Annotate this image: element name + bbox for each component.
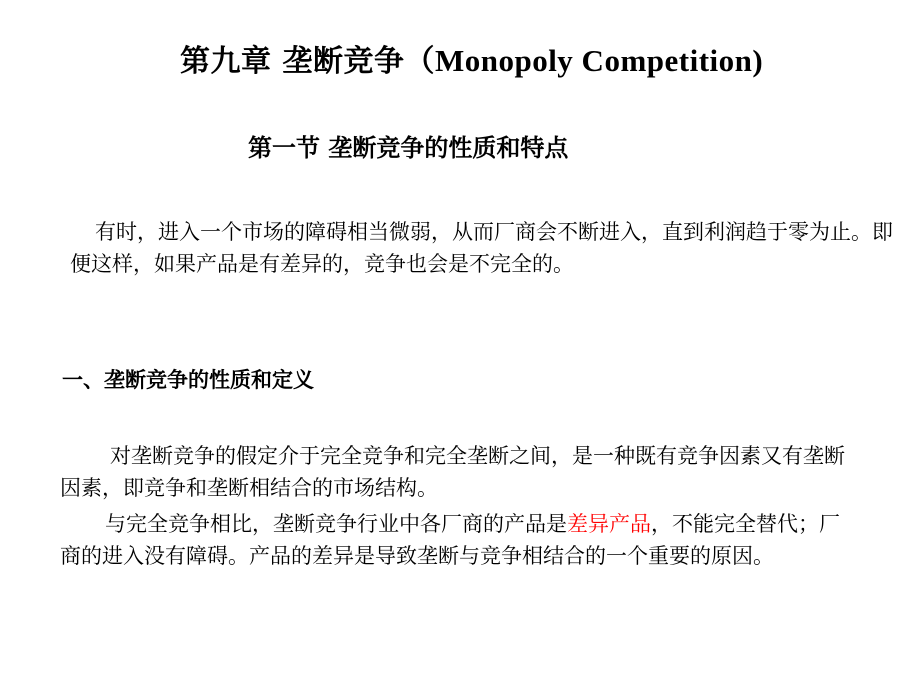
chapter-title-en: Monopoly Competition): [434, 43, 764, 78]
chapter-title: [180, 36, 763, 80]
body-text: [60, 440, 860, 572]
section-heading: 一、垄断竞争的性质和定义: [62, 368, 314, 392]
comparison-text-after: ，不能完全替代；厂商的进入没有障碍。产品的差异是导致垄断与竞争相结合的一个重要的原因。: [60, 512, 840, 568]
chapter-title-cn: 第九章 垄断竞争（: [180, 44, 435, 79]
definition-paragraph: 对垄断竞争的假定介于完全竞争和完全垄断之间，是一种既有竞争因素又有垄断因素，即竞争和垄断相结合的市场结构。: [60, 444, 845, 500]
comparison-text-before: 与完全竞争相比，垄断竞争行业中各厂商的产品是: [105, 512, 567, 536]
differentiated-product-highlight: 差异产品: [567, 512, 651, 536]
intro-paragraph: 有时，进入一个市场的障碍相当微弱，从而厂商会不断进入，直到利润趋于零为止。即便这样，如果产品是有差异的，竞争也会是不完全的。: [70, 220, 893, 276]
section-subtitle: 第一节 垄断竞争的性质和特点: [248, 134, 569, 162]
comparison-paragraph: [60, 508, 860, 572]
